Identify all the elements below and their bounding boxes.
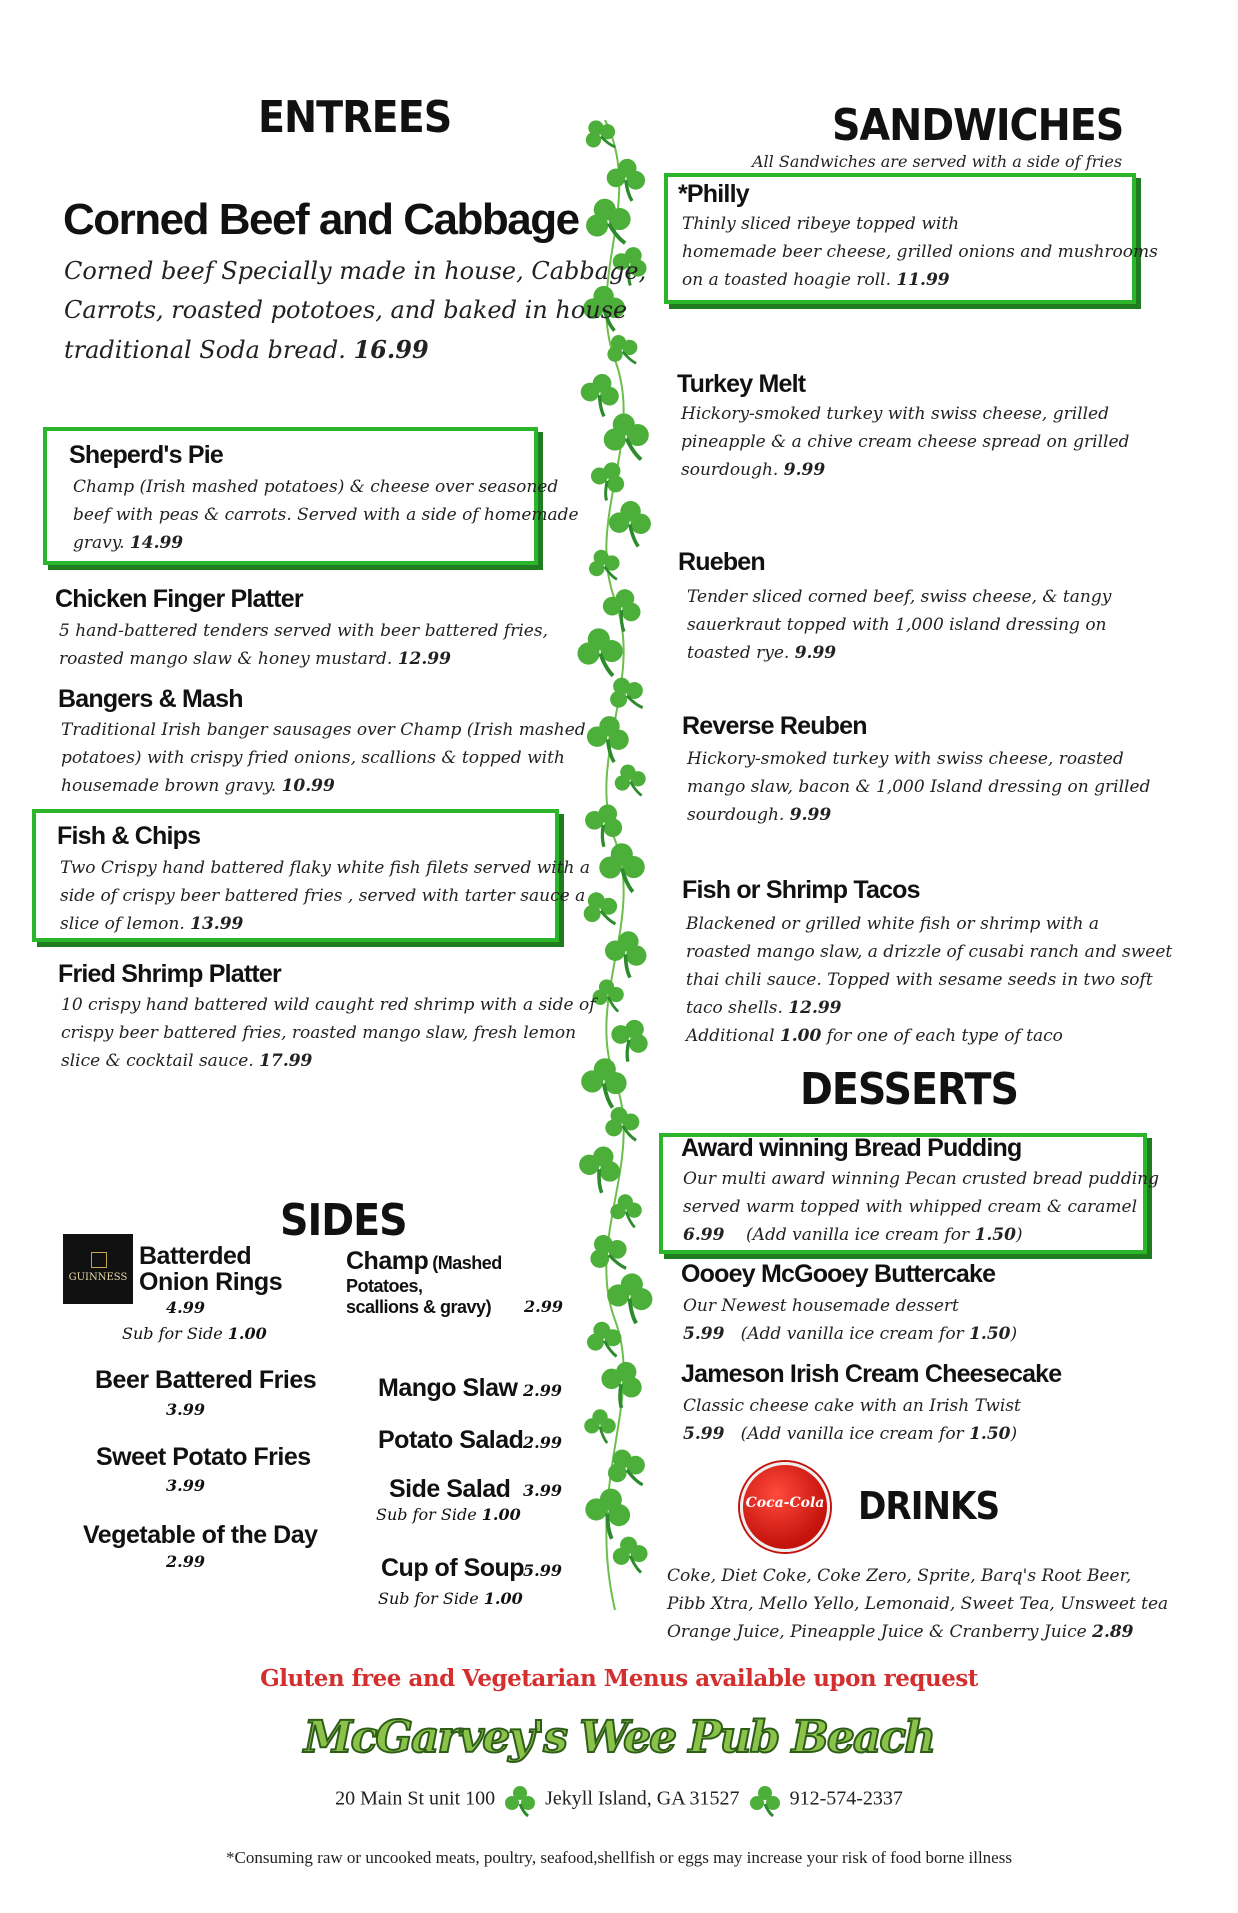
tacos-extra-post: for one of each type of taco	[826, 1026, 1063, 1046]
drinks-line-3-text: Orange Juice, Pineapple Juice & Cranberry Juice	[667, 1622, 1087, 1642]
side-salad-sub-text: Sub for Side	[376, 1505, 477, 1524]
champ-price: 2.99	[524, 1297, 563, 1316]
fried-shrimp-price: 17.99	[259, 1051, 313, 1071]
pub-name-logo: McGarvey's Wee Pub Beach	[303, 1712, 935, 1763]
drinks-price: 2.89	[1092, 1622, 1134, 1642]
tacos-name: Fish or Shrimp Tacos	[682, 876, 920, 904]
side-salad-price: 3.99	[523, 1481, 562, 1500]
shamrock-icon	[597, 584, 646, 635]
rueben-line-3	[687, 639, 1111, 667]
mango-slaw-name: Mango Slaw	[378, 1374, 518, 1402]
shamrock-icon	[610, 1534, 650, 1577]
buttercake-addon-post: )	[1010, 1324, 1018, 1344]
bread-pudding-description	[683, 1165, 1159, 1249]
tacos-extra	[686, 1022, 1172, 1050]
buttercake-line-2	[683, 1320, 1017, 1348]
corned-beef-price: 16.99	[353, 335, 429, 364]
gluten-free-notice: Gluten free and Vegetarian Menus available upon request	[260, 1665, 978, 1692]
cheesecake-line-2	[683, 1420, 1021, 1448]
sweet-fries-name: Sweet Potato Fries	[96, 1443, 311, 1471]
bangers-mash-line-3	[61, 772, 586, 800]
shamrock-icon	[602, 670, 651, 720]
corned-beef-line-2: Carrots, roasted pototoes, and baked in house	[64, 296, 628, 324]
corned-beef-line-3	[64, 330, 646, 370]
drinks-heading: DRINKS	[858, 1484, 1000, 1528]
cup-soup-price: 5.99	[523, 1561, 562, 1580]
drinks-line-1: Coke, Diet Coke, Coke Zero, Sprite, Barq's Root Beer,	[667, 1566, 1132, 1586]
cup-soup-sub-price: 1.00	[483, 1589, 523, 1608]
shamrock-icon	[584, 545, 625, 587]
desserts-heading: DESSERTS	[800, 1064, 1019, 1115]
tacos-line-1: Blackened or grilled white fish or shrimp with a	[686, 914, 1100, 934]
address-line	[0, 1782, 1238, 1818]
shamrock-icon	[575, 626, 625, 679]
onion-rings-sub	[122, 1324, 267, 1343]
cheesecake-addon-post: )	[1010, 1424, 1018, 1444]
shamrock-icon	[593, 1354, 649, 1412]
turkey-melt-line-3	[681, 456, 1129, 484]
coca-cola-logo-text: Coca-Cola	[745, 1495, 825, 1511]
drinks-line-2: Pibb Xtra, Mello Yello, Lemonaid, Sweet Tea, Unsweet tea	[667, 1594, 1169, 1614]
bangers-mash-price: 10.99	[281, 776, 335, 796]
bread-pudding-addon: (Add vanilla ice cream for	[746, 1225, 970, 1245]
fried-shrimp-line-2: crispy beer battered fries, roasted mango slaw, fresh lemon	[61, 1023, 577, 1043]
harp-icon	[91, 1252, 107, 1268]
shamrock-icon	[583, 1318, 626, 1363]
cup-soup-name: Cup of Soup	[381, 1554, 525, 1582]
shamrock-icon	[604, 157, 647, 203]
philly-description	[682, 210, 1158, 294]
entrees-heading: ENTREES	[258, 92, 452, 143]
buttercake-line-1: Our Newest housemade dessert	[683, 1296, 959, 1316]
reverse-reuben-price: 9.99	[789, 805, 832, 825]
shamrock-icon	[599, 409, 653, 466]
fried-shrimp-line-1: 10 crispy hand battered wild caught red shrimp with a side of	[61, 995, 596, 1015]
chicken-finger-line-2-text: roasted mango slaw & honey mustard.	[59, 649, 393, 669]
tacos-price: 12.99	[788, 998, 842, 1018]
shamrock-icon	[500, 1782, 540, 1818]
tacos-description	[686, 910, 1172, 1050]
address-phone: 912-574-2337	[789, 1787, 903, 1810]
fish-chips-line-3	[60, 910, 590, 938]
sheperds-pie-line-1: Champ (Irish mashed potatoes) & cheese over seasoned	[73, 477, 559, 497]
turkey-melt-price: 9.99	[783, 460, 826, 480]
rueben-line-2: sauerkraut topped with 1,000 island dressing on	[687, 615, 1107, 635]
fried-shrimp-line-3-text: slice & cocktail sauce.	[61, 1051, 254, 1071]
potato-salad-name: Potato Salad	[378, 1426, 524, 1454]
sheperds-pie-description	[73, 473, 579, 557]
champ-entry	[346, 1247, 571, 1318]
rueben-line-3-text: toasted rye.	[687, 643, 790, 663]
chicken-finger-line-2	[59, 645, 548, 673]
buttercake-name: Oooey McGooey Buttercake	[681, 1260, 996, 1288]
shamrock-icon	[584, 713, 632, 763]
cheesecake-price: 5.99	[683, 1424, 725, 1444]
potato-salad-price: 2.99	[523, 1433, 562, 1452]
drinks-description	[667, 1562, 1168, 1646]
sheperds-pie-name: Sheperd's Pie	[69, 441, 223, 469]
philly-line-3	[682, 266, 1158, 294]
drinks-line-3	[667, 1618, 1168, 1646]
fried-shrimp-description	[61, 991, 596, 1075]
philly-name: *Philly	[678, 180, 749, 208]
beer-fries-price: 3.99	[166, 1400, 205, 1419]
tacos-line-2: roasted mango slaw, a drizzle of cusabi ranch and sweet	[686, 942, 1173, 962]
philly-line-2: homemade beer cheese, grilled onions and mushrooms	[682, 242, 1158, 262]
chicken-finger-price: 12.99	[397, 649, 451, 669]
sheperds-pie-line-3-text: gravy.	[73, 533, 125, 553]
beer-fries-name: Beer Battered Fries	[95, 1366, 317, 1394]
bread-pudding-line-1: Our multi award winning Pecan crusted bread pudding	[683, 1169, 1159, 1189]
cup-soup-sub	[378, 1589, 523, 1608]
reverse-reuben-name: Reverse Reuben	[682, 712, 867, 740]
sheperds-pie-line-2: beef with peas & carrots. Served with a side of homemade	[73, 505, 579, 525]
onion-rings-sub-price: 1.00	[227, 1324, 267, 1343]
champ-name: Champ	[346, 1247, 429, 1275]
fried-shrimp-line-3	[61, 1047, 596, 1075]
turkey-melt-name: Turkey Melt	[677, 370, 806, 398]
onion-rings-name-2: Onion Rings	[139, 1268, 283, 1296]
address-city: Jekyll Island, GA 31527	[545, 1787, 740, 1810]
chicken-finger-line-1: 5 hand-battered tenders served with beer battered fries,	[59, 621, 548, 641]
bangers-mash-description	[61, 716, 586, 800]
shamrock-icon	[611, 761, 650, 802]
cheesecake-description	[683, 1392, 1021, 1448]
turkey-melt-line-1: Hickory-smoked turkey with swiss cheese, grilled	[681, 404, 1109, 424]
reverse-reuben-line-3-text: sourdough.	[687, 805, 785, 825]
onion-rings-name	[139, 1243, 282, 1295]
cheesecake-addon: (Add vanilla ice cream for	[740, 1424, 964, 1444]
fried-shrimp-name: Fried Shrimp Platter	[58, 960, 281, 988]
shamrock-icon	[609, 1193, 643, 1229]
bangers-mash-line-1: Traditional Irish banger sausages over Champ (Irish mashed	[61, 720, 586, 740]
shamrock-icon	[603, 1270, 656, 1325]
rueben-name: Rueben	[678, 548, 765, 576]
mango-slaw-price: 2.99	[523, 1381, 562, 1400]
shamrock-icon	[608, 500, 652, 547]
food-safety-disclaimer: *Consuming raw or uncooked meats, poultry, seafood,shellfish or eggs may increase your risk of food borne illness	[226, 1848, 1012, 1867]
shamrock-icon	[578, 798, 629, 851]
side-salad-sub	[376, 1505, 521, 1524]
rueben-description	[687, 583, 1111, 667]
onion-rings-sub-text: Sub for Side	[122, 1324, 223, 1343]
tacos-line-3: thai chili sauce. Topped with sesame seeds in two soft	[686, 970, 1153, 990]
sandwiches-heading: SANDWICHES	[832, 100, 1124, 151]
cheesecake-line-1: Classic cheese cake with an Irish Twist	[683, 1396, 1021, 1416]
reverse-reuben-line-1: Hickory-smoked turkey with swiss cheese, roasted	[687, 749, 1124, 769]
tacos-extra-pre: Additional	[686, 1026, 775, 1046]
bread-pudding-line-3	[683, 1221, 1159, 1249]
rueben-line-1: Tender sliced corned beef, swiss cheese, & tangy	[687, 587, 1112, 607]
shamrock-icon	[600, 927, 651, 980]
corned-beef-line-1: Corned beef Specially made in house, Cabbage,	[64, 257, 647, 285]
sandwiches-note: All Sandwiches are served with a side of fries	[752, 152, 1123, 171]
bangers-mash-name: Bangers & Mash	[58, 685, 243, 713]
reverse-reuben-description	[687, 745, 1150, 829]
shamrock-icon	[580, 193, 637, 252]
shamrock-icon	[584, 456, 632, 505]
champ-detail-2: scallions & gravy)	[346, 1297, 492, 1317]
bangers-mash-line-3-text: housemade brown gravy.	[61, 776, 277, 796]
buttercake-addon-price: 1.50	[969, 1324, 1011, 1344]
coca-cola-logo	[740, 1462, 830, 1552]
corned-beef-line-3-text: traditional Soda bread.	[64, 336, 346, 364]
tacos-line-4-text: taco shells.	[686, 998, 783, 1018]
tacos-extra-price: 1.00	[779, 1026, 822, 1046]
tacos-line-4	[686, 994, 1172, 1022]
buttercake-price: 5.99	[683, 1324, 725, 1344]
vegetable-price: 2.99	[166, 1552, 205, 1571]
bread-pudding-line-2: served warm topped with whipped cream & caramel	[683, 1197, 1138, 1217]
sides-heading: SIDES	[280, 1195, 407, 1246]
shamrock-icon	[745, 1782, 785, 1818]
shamrock-icon	[584, 1409, 616, 1443]
cup-soup-sub-text: Sub for Side	[378, 1589, 479, 1608]
turkey-melt-line-2: pineapple & a chive cream cheese spread on grilled	[681, 432, 1130, 452]
fish-chips-price: 13.99	[190, 914, 244, 934]
rueben-price: 9.99	[794, 643, 837, 663]
buttercake-description	[683, 1292, 1017, 1348]
bread-pudding-addon-post: )	[1015, 1225, 1023, 1245]
turkey-melt-description	[681, 400, 1129, 484]
champ-detail-1: (Mashed Potatoes,	[346, 1253, 502, 1296]
reverse-reuben-line-3	[687, 801, 1150, 829]
bread-pudding-addon-price: 1.50	[974, 1225, 1016, 1245]
side-salad-sub-price: 1.00	[481, 1505, 521, 1524]
onion-rings-price: 4.99	[166, 1298, 205, 1317]
shamrock-icon	[603, 1012, 656, 1066]
vegetable-name: Vegetable of the Day	[83, 1521, 318, 1549]
sheperds-pie-price: 14.99	[129, 533, 184, 553]
onion-rings-name-1: Batterded	[139, 1242, 252, 1270]
corned-beef-description	[64, 252, 646, 370]
fish-chips-line-2: side of crispy beer battered fries , served with tarter sauce a	[60, 886, 586, 906]
reverse-reuben-line-2: mango slaw, bacon & 1,000 Island dressing on grilled	[687, 777, 1151, 797]
chicken-finger-description	[59, 617, 548, 673]
guinness-logo-text: GUINNESS	[68, 1272, 128, 1283]
shamrock-icon	[575, 1141, 626, 1197]
philly-line-3-text: on a toasted hoagie roll.	[682, 270, 891, 290]
address-street: 20 Main St unit 100	[335, 1787, 496, 1810]
shamrock-icon	[577, 370, 623, 418]
bread-pudding-price: 6.99	[683, 1225, 725, 1245]
bread-pudding-name: Award winning Bread Pudding	[681, 1134, 1022, 1162]
fish-chips-description	[60, 854, 590, 938]
chicken-finger-name: Chicken Finger Platter	[55, 585, 303, 613]
turkey-melt-line-3-text: sourdough.	[681, 460, 779, 480]
sheperds-pie-line-3	[73, 529, 579, 557]
fish-chips-line-3-text: slice of lemon.	[60, 914, 185, 934]
fish-chips-line-1: Two Crispy hand battered flaky white fish filets served with a	[60, 858, 591, 878]
fish-chips-name: Fish & Chips	[57, 822, 201, 850]
guinness-logo	[63, 1234, 133, 1304]
sweet-fries-price: 3.99	[166, 1476, 205, 1495]
buttercake-addon: (Add vanilla ice cream for	[740, 1324, 964, 1344]
bangers-mash-line-2: potatoes) with crispy fried onions, scallions & topped with	[61, 748, 565, 768]
cheesecake-addon-price: 1.50	[969, 1424, 1011, 1444]
philly-price: 11.99	[896, 270, 950, 290]
corned-beef-name: Corned Beef and Cabbage	[63, 195, 579, 244]
philly-line-1: Thinly sliced ribeye topped with	[682, 214, 960, 234]
side-salad-name: Side Salad	[389, 1475, 511, 1503]
cheesecake-name: Jameson Irish Cream Cheesecake	[681, 1360, 1062, 1388]
